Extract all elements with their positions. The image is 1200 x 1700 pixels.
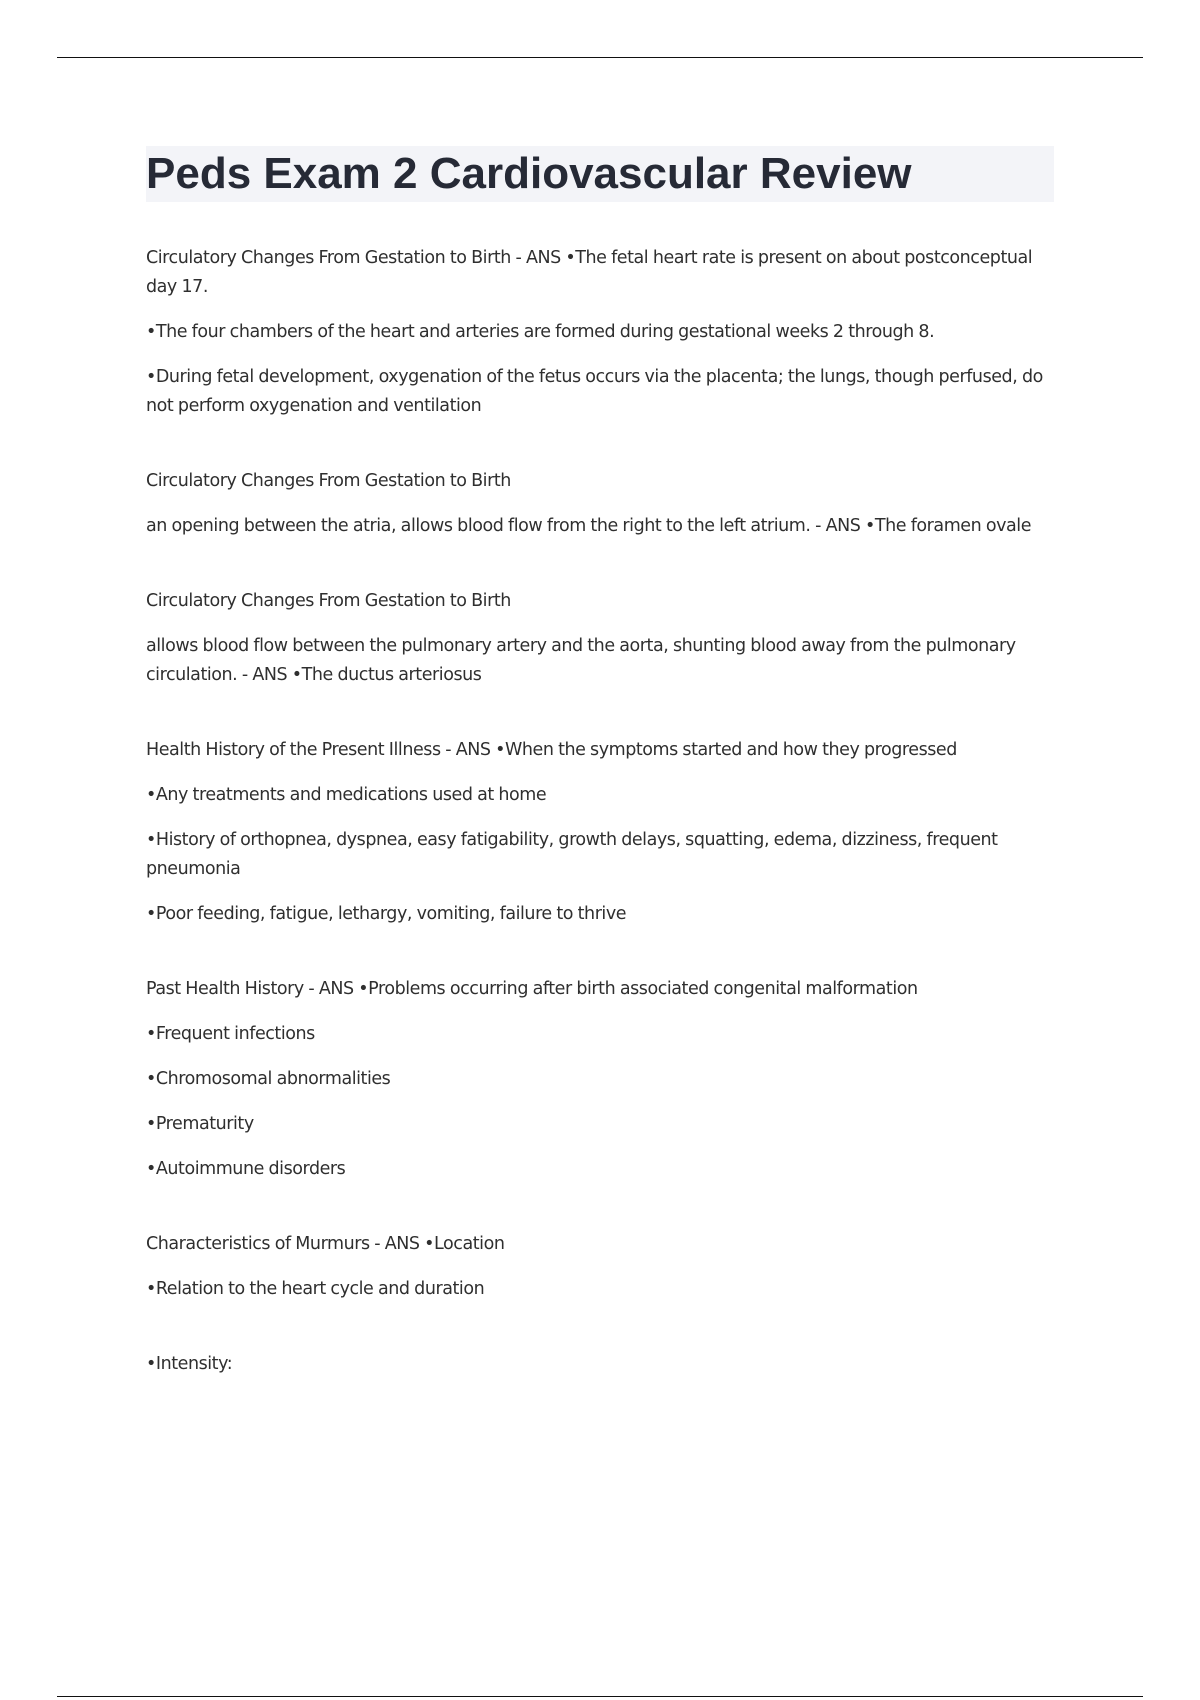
paragraph: •Prematurity — [146, 1114, 254, 1134]
paragraph: •Autoimmune disorders — [146, 1159, 346, 1179]
paragraph: •History of orthopnea, dyspnea, easy fatigability, growth delays, squatting, edema, dizziness, frequent pneumonia — [146, 830, 998, 879]
paragraph: Health History of the Present Illness - ANS •When the symptoms started and how they progressed — [146, 740, 957, 760]
title-band — [146, 146, 1054, 202]
paragraph: •Frequent infections — [146, 1024, 315, 1044]
document-body — [146, 244, 1061, 1379]
paragraph: Characteristics of Murmurs - ANS •Location — [146, 1234, 505, 1254]
paragraph: •Chromosomal abnormalities — [146, 1069, 391, 1089]
paragraph: •Poor feeding, fatigue, lethargy, vomiting, failure to thrive — [146, 904, 627, 924]
question-heading: Circulatory Changes From Gestation to Birth — [146, 591, 511, 611]
paragraph: •Relation to the heart cycle and duration — [146, 1279, 485, 1299]
document-page — [146, 146, 1061, 1395]
document-title: Peds Exam 2 Cardiovascular Review — [146, 149, 912, 198]
paragraph: •Any treatments and medications used at home — [146, 785, 547, 805]
paragraph: Circulatory Changes From Gestation to Birth - ANS •The fetal heart rate is present on about postconceptual day 17. — [146, 248, 1033, 297]
paragraph: •The four chambers of the heart and arteries are formed during gestational weeks 2 through 8. — [146, 322, 935, 342]
header-rule — [57, 57, 1143, 58]
paragraph: allows blood flow between the pulmonary artery and the aorta, shunting blood away from the pulmonary circulation. - ANS •The ductus arteriosus — [146, 636, 1016, 685]
paragraph: •During fetal development, oxygenation of the fetus occurs via the placenta; the lungs, though perfused, do not perform oxygenation and ventilation — [146, 367, 1043, 416]
paragraph: an opening between the atria, allows blood flow from the right to the left atrium. - ANS •The foramen ovale — [146, 516, 1032, 536]
paragraph: •Intensity: — [146, 1354, 233, 1374]
footer-rule — [57, 1696, 1143, 1697]
paragraph: Past Health History - ANS •Problems occurring after birth associated congenital malformation — [146, 979, 918, 999]
question-heading: Circulatory Changes From Gestation to Birth — [146, 471, 511, 491]
